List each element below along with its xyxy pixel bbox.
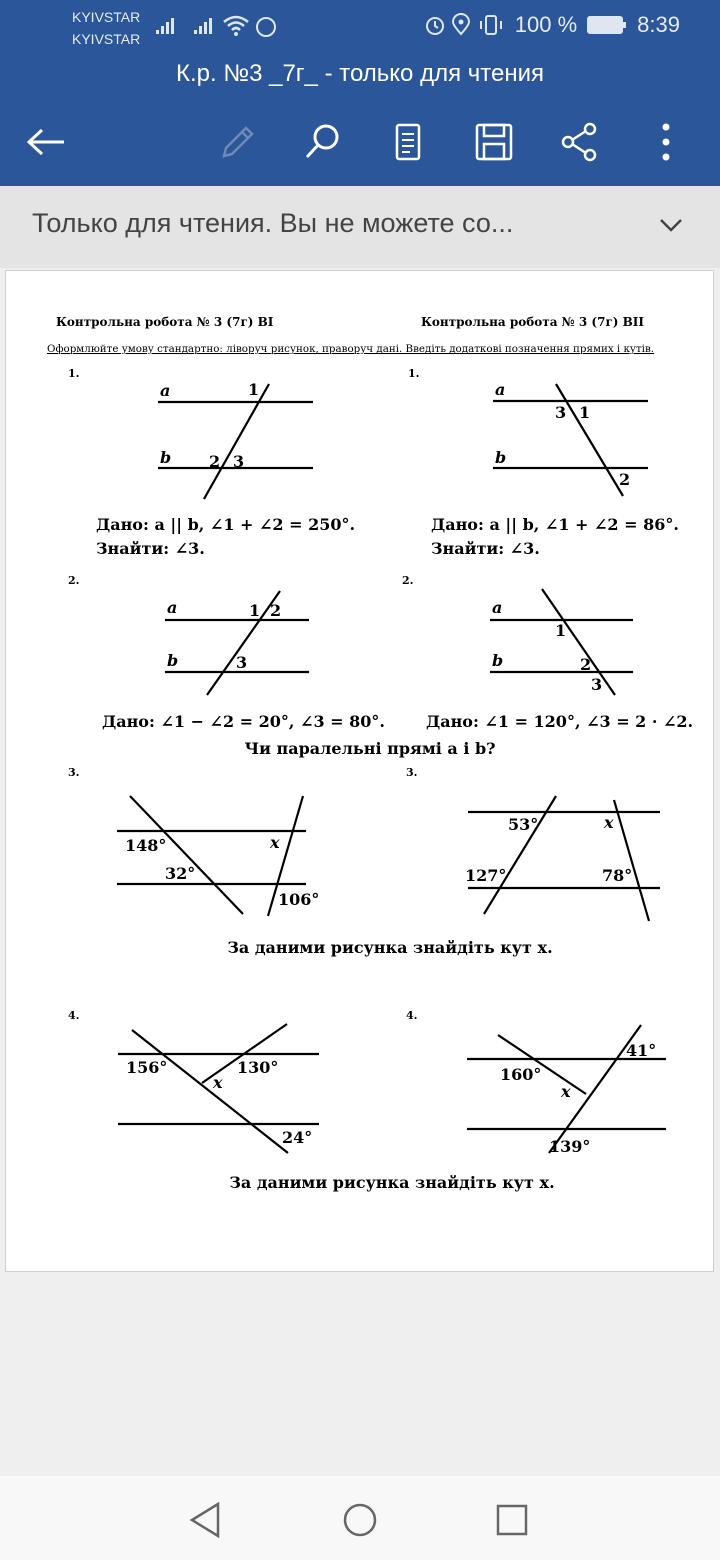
problem-number: 3. [406,766,418,779]
task-text: За даними рисунка знайдіть кут x. [227,938,553,957]
save-button[interactable] [466,114,522,170]
carrier-name-2: KYIVSTAR [72,31,141,47]
carrier-name: KYIVSTAR [72,9,141,25]
reading-view-icon [388,122,428,162]
angle-x-label: x [604,813,614,832]
angle-label: 32° [165,864,196,883]
problem-number: 1. [408,367,420,380]
recents-square-icon[interactable] [490,1498,534,1542]
save-icon [474,122,514,162]
angle-label: 2 [580,655,592,674]
angle-label: 78° [602,866,633,885]
transversal-1 [130,796,243,914]
angle-label: 2 [270,601,282,620]
problem-number: 4. [68,1009,80,1022]
angle-label: 3 [236,653,248,672]
transversal-1 [132,1030,288,1153]
status-bar [0,0,720,52]
transversal-1 [484,796,556,914]
given-text: Дано: a || b, ∠1 + ∠2 = 250°. [96,515,356,534]
angle-label: 24° [282,1128,313,1147]
angle-label: 2 [619,470,631,489]
more-vertical-icon [656,122,676,162]
battery-icon [587,15,627,35]
given-text: Дано: ∠1 = 120°, ∠3 = 2 · ∠2. [426,712,694,731]
label-b: b [495,448,507,467]
label-b: b [160,448,172,467]
angle-label: 160° [500,1065,542,1084]
label-b: b [167,651,179,670]
question-text: Чи паралельні прямі a і b? [244,739,496,758]
edit-button[interactable] [208,114,264,170]
share-icon [560,122,600,162]
find-text: Знайти: ∠3. [431,539,540,558]
left-variant-heading: Контрольна робота № 3 (7г) ВІ [56,315,274,329]
read-only-message: Только для чтения. Вы не можете со... [32,208,514,238]
transversal [542,589,615,695]
find-text: Знайти: ∠3. [96,539,205,558]
given-text: Дано: a || b, ∠1 + ∠2 = 86°. [431,515,679,534]
problem-number: 1. [68,367,80,380]
angle-label: 3 [555,403,567,422]
task-text: За даними рисунка знайдіть кут x. [229,1173,555,1192]
instruction-text: Оформлюйте умову стандартно: ліворуч рисунок, праворуч дані. Введіть додаткові позначення прямих і кутів. [47,343,655,355]
home-circle-icon[interactable] [338,1498,382,1542]
angle-label: 41° [626,1041,657,1060]
figure-lines [117,384,666,1153]
problem-number: 2. [402,574,414,587]
angle-label: 130° [237,1058,279,1077]
system-navigation-bar [0,1476,720,1560]
clock: 8:39 [637,12,680,37]
chevron-down-icon[interactable] [658,212,684,238]
document-page[interactable] [5,270,714,1272]
angle-label: 1 [249,601,261,620]
signal-icon [156,14,226,38]
search-button[interactable] [294,114,350,170]
angle-label: 53° [508,815,539,834]
problem-number: 4. [406,1009,418,1022]
label-a: a [495,380,506,399]
given-text: Дано: ∠1 − ∠2 = 20°, ∠3 = 80°. [102,712,385,731]
label-a: a [492,598,503,617]
label-a: a [167,598,178,617]
label-a: a [160,381,171,400]
more-options-button[interactable] [638,114,694,170]
share-button[interactable] [552,114,608,170]
back-arrow-icon [26,127,66,157]
angle-x-label: x [270,833,280,852]
angle-label: 156° [126,1058,168,1077]
document-content [6,271,713,1271]
label-b: b [492,651,504,670]
angle-label: 127° [465,866,507,885]
angle-label: 148° [125,836,167,855]
angle-label: 3 [233,452,245,471]
wifi-icon [222,14,278,40]
angle-label: 1 [248,380,260,399]
angle-label: 106° [278,890,320,909]
back-triangle-icon[interactable] [184,1498,228,1542]
battery-percent: 100 % [514,12,578,37]
search-icon [302,122,342,162]
right-variant-heading: Контрольна робота № 3 (7г) ВІІ [421,315,645,329]
problem-number: 2. [68,574,80,587]
back-button[interactable] [18,114,74,170]
alarm-location-vibrate-icons [423,13,505,37]
angle-x-label: x [213,1073,223,1092]
document-title: К.р. №3 _7г_ - только для чтения [176,60,544,87]
read-only-banner[interactable] [0,186,720,268]
angle-label: 1 [579,403,591,422]
reading-view-button[interactable] [380,114,436,170]
angle-label: 1 [555,621,567,640]
transversal-2 [614,800,649,921]
angle-label: 139° [549,1137,591,1156]
pencil-icon [216,122,256,162]
angle-label: 2 [209,452,221,471]
app-header [0,52,720,186]
angle-label: 3 [591,675,603,694]
status-right [423,12,680,38]
problem-number: 3. [68,766,80,779]
angle-x-label: x [561,1082,571,1101]
